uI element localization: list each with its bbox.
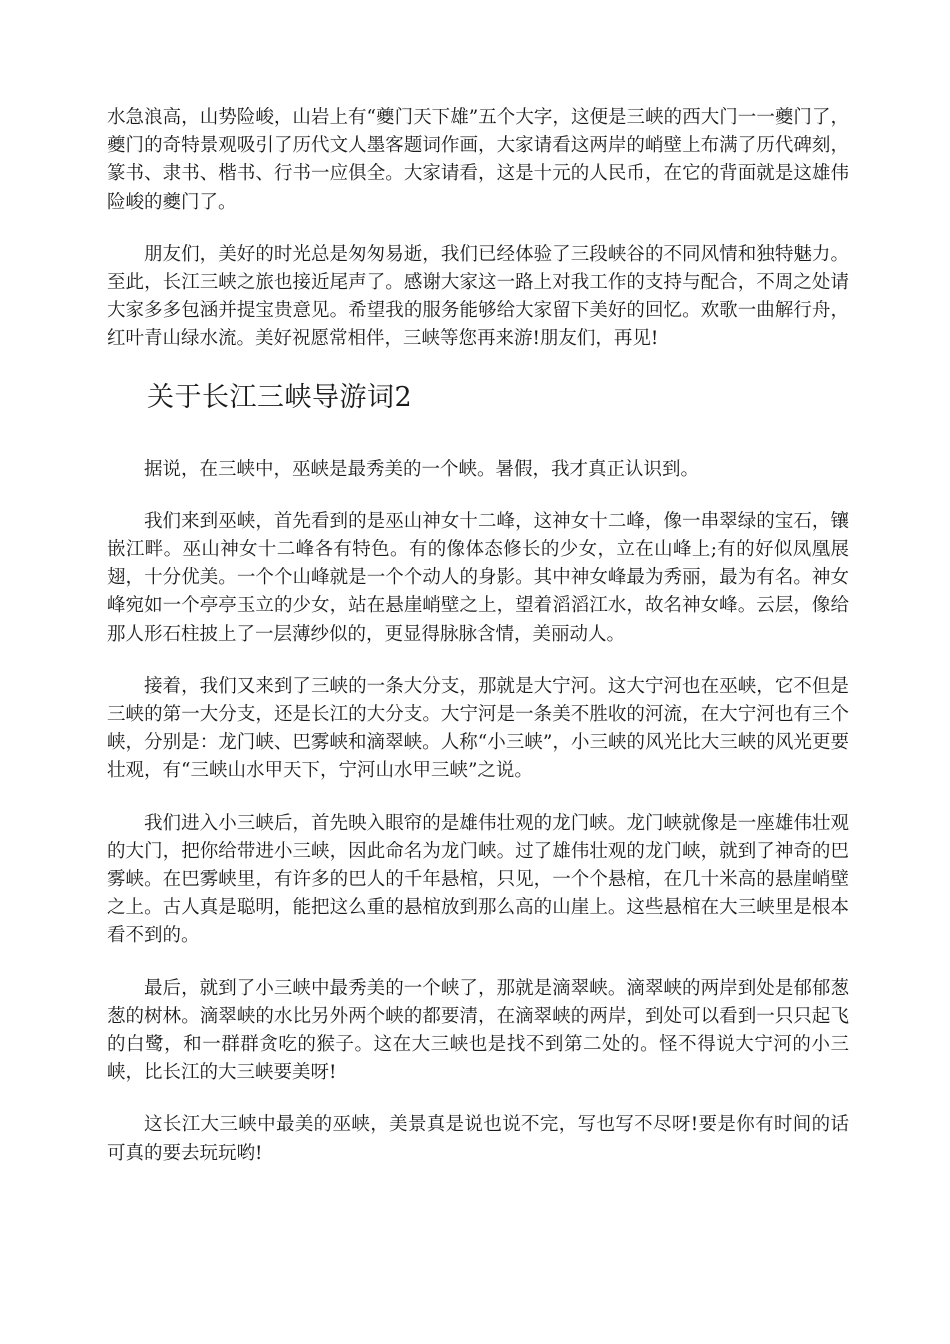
- body-paragraph: 据说，在三峡中，巫峡是最秀美的一个峡。暑假，我才真正认识到。: [144, 458, 700, 480]
- continuation-paragraph: 水急浪高，山势险峻，山岩上有“夔门天下雄”五个大字，这便是三峡的西大门一一夔门了，夔门的奇特景观吸引了历代文人墨客题词作画，大家请看这两岸的峭壁上布满了历代碑刻，篆书、隶书、楷书、行书一应俱全。大家请看，这是十元的人民币，在它的背面就是这雄伟险峻的夔门了。: [107, 107, 849, 213]
- body-paragraph: 接着，我们又来到了三峡的一条大分支，那就是大宁河。这大宁河也在巫峡，它不但是三峡的第一大分支，还是长江的大分支。大宁河是一条美不胜收的河流，在大宁河也有三个峡，分别是：龙门峡、巴雾峡和滴翠峡。人称“小三峡”，小三峡的风光比大三峡的风光更要壮观，有“三峡山水甲天下，宁河山水甲三峡”之说。: [107, 675, 849, 782]
- closing-paragraph: 朋友们，美好的时光总是匆匆易逝，我们已经体验了三段峡谷的不同风情和独特魅力。至此，长江三峡之旅也接近尾声了。感谢大家这一路上对我工作的支持与配合，不周之处请大家多多包涵并提宝贵意见。希望我的服务能够给大家留下美好的回忆。欢歌一曲解行舟，红叶青山绿水流。美好祝愿常相伴，三峡等您再来游!朋友们，再见!: [107, 243, 849, 350]
- body-paragraph: 我们来到巫峡，首先看到的是巫山神女十二峰，这神女十二峰，像一串翠绿的宝石，镶嵌江畔。巫山神女十二峰各有特色。有的像体态修长的少女，立在山峰上;有的好似凤凰展翅，十分优美。一个个山峰就是一个个动人的身影。其中神女峰最为秀丽，最为有名。神女峰宛如一个亭亭玉立的少女，站在悬崖峭壁之上，望着滔滔江水，故名神女峰。云层，像给那人形石柱披上了一层薄纱似的，更显得脉脉含情，美丽动人。: [107, 510, 849, 645]
- body-paragraph: 我们进入小三峡后，首先映入眼帘的是雄伟壮观的龙门峡。龙门峡就像是一座雄伟壮观的大门，把你给带进小三峡，因此命名为龙门峡。过了雄伟壮观的龙门峡，就到了神奇的巴雾峡。在巴雾峡里，有许多的巴人的千年悬棺，只见，一个个悬棺，在几十米高的悬崖峭壁之上。古人真是聪明，能把这么重的悬棺放到那么高的山崖上。这些悬棺在大三峡里是根本看不到的。: [107, 812, 849, 947]
- document-page: [107, 104, 849, 1192]
- body-paragraph: 这长江大三峡中最美的巫峡，美景真是说也说不完，写也写不尽呀!要是你有时间的话可真的要去玩玩哟!: [107, 1114, 849, 1164]
- body-paragraph: 最后，就到了小三峡中最秀美的一个峡了，那就是滴翠峡。滴翠峡的两岸到处是郁郁葱葱的树林。滴翠峡的水比另外两个峡的都要清，在滴翠峡的两岸，到处可以看到一只只起飞的白鹭，和一群群贪吃的猴子。这在大三峡也是找不到第二处的。怪不得说大宁河的小三峡，比长江的大三峡要美呀!: [107, 977, 849, 1084]
- section-title: 关于长江三峡导游词2: [147, 381, 413, 413]
